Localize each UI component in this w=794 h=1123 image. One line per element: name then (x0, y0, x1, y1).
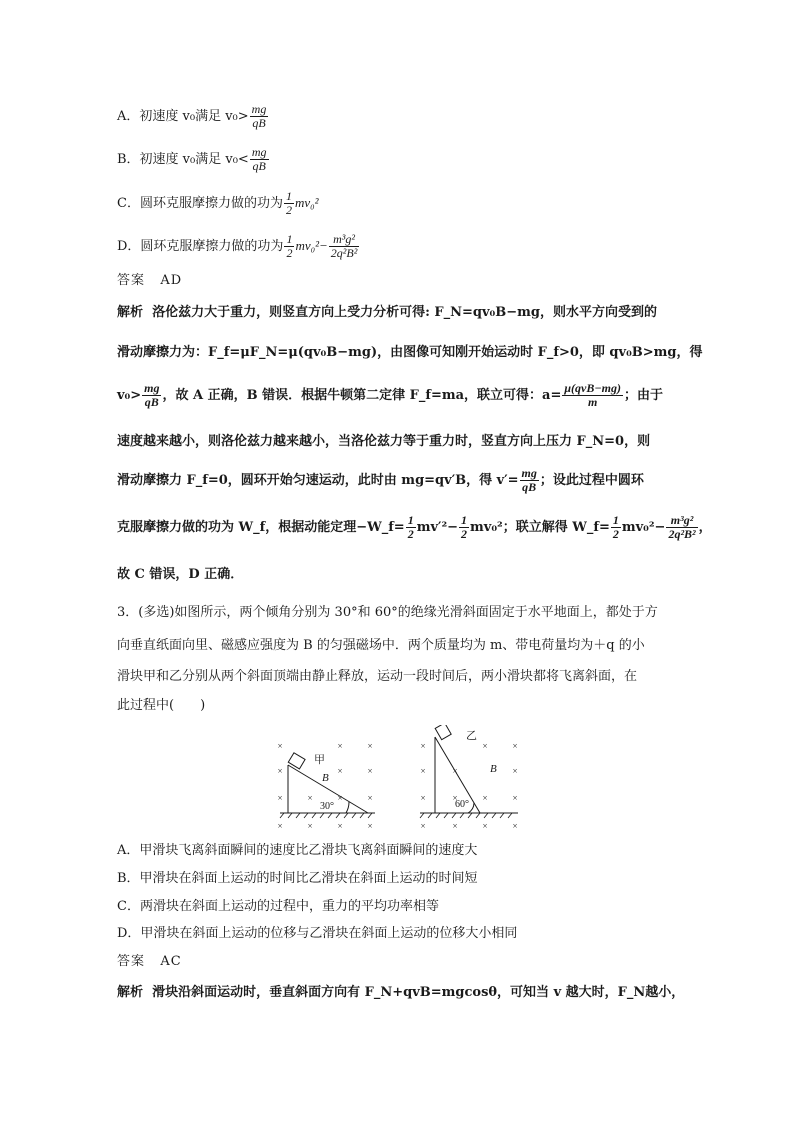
q2-analysis-line-4: 速度越来越小，则洛伦兹力越来越小，当洛伦兹力等于重力时，竖直方向上压力 F_N=0，则 (117, 434, 651, 449)
q3-stem-line-2: 向垂直纸面向里、磁感应强度为 B 的匀强磁场中．两个质量均为 m、带电荷量均为＋q 的小 (117, 638, 645, 653)
fraction: $\frac{mg}{qB}$ (521, 466, 537, 494)
field-cross: × (307, 793, 313, 803)
field-cross: × (452, 793, 458, 803)
answer-label: 答案 (117, 273, 146, 288)
q2-analysis-line-7: 故 C 错误，D 正确． (117, 567, 244, 582)
block-yi (435, 725, 451, 740)
field-cross: × (482, 741, 488, 751)
fraction: $\frac{\text{m³g²}}{\text{2q²B²}}$ (330, 232, 358, 260)
field-cross: × (367, 821, 373, 831)
q2-analysis-line-6: 克服摩擦力做的功为 W_f，根据动能定理−W_f= $\frac{1}{2}$ mv′²− $\frac{1}{2}$ mv₀²；联立解得 W_f= $\frac{1}{2}$ mv₀²− $\frac{\text{m³g²}}{\text{2q²B²}}$ ， (117, 513, 712, 541)
answer-label: 答案 (117, 954, 146, 969)
q3-option-c: C．两滑块在斜面上运动的过程中，重力的平均功率相等 (117, 899, 439, 914)
q2-analysis-line-5: 滑动摩擦力 F_f=0，圆环开始匀速运动，此时由 mg=qv′B，得 v′= $\frac{mg}{qB}$ ；设此过程中圆环 (117, 466, 644, 494)
answer-value: AD (160, 273, 183, 288)
q3-option-d: D．甲滑块在斜面上运动的位移与乙滑块在斜面上运动的位移大小相同 (117, 926, 518, 941)
fraction: $\frac{mg}{qB}$ (251, 102, 267, 130)
field-cross: × (337, 741, 343, 751)
incline-60 (420, 737, 518, 813)
field-cross: × (277, 793, 283, 803)
q3-stem-line-3: 滑块甲和乙分别从两个斜面顶端由静止释放，运动一段时间后，两小滑块都将飞离斜面，在 (117, 669, 638, 684)
q2-analysis-line-2: 滑动摩擦力为：F_f=μF_N=μ(qv₀B−mg)，由图像可知刚开始运动时 F_f>0，即 qv₀B>mg，得 (117, 345, 703, 360)
analysis-label: 解析 (117, 985, 144, 1000)
field-cross: × (420, 793, 426, 803)
field-label-right: B (490, 763, 497, 775)
q3-option-b: B．甲滑块在斜面上运动的时间比乙滑块在斜面上运动的时间短 (117, 871, 478, 886)
q2-option-b-text: B．初速度 v₀满足 v₀< (117, 152, 249, 167)
q3-answer (117, 953, 182, 971)
analysis-label: 解析 (117, 305, 144, 320)
fraction: $\frac{1}{2}$ (286, 232, 293, 260)
fraction: $\frac{\text{m³g²}}{\text{2q²B²}}$ (668, 513, 696, 541)
fraction: $\frac{mg}{qB}$ (251, 145, 267, 173)
answer-value: AC (160, 954, 182, 969)
q2-option-b (117, 146, 270, 173)
q3-analysis-line-1: 解析 滑块沿斜面运动时，垂直斜面方向有 F_N+qvB=mgcosθ，可知当 v 越大时，F_N越小， (117, 985, 685, 1000)
field-cross: × (307, 821, 313, 831)
field-cross: × (420, 821, 426, 831)
field-cross: × (367, 741, 373, 751)
q2-option-d-text: D．圆环克服摩擦力做的功为 (117, 239, 284, 254)
field-cross: × (367, 766, 373, 776)
field-cross: × (277, 741, 283, 751)
q2-option-a (117, 103, 269, 130)
fraction: $\frac{1}{2}$ (407, 513, 414, 541)
fraction: $\frac{1}{2}$ (461, 513, 468, 541)
field-cross: × (420, 766, 426, 776)
field-cross: × (337, 821, 343, 831)
q2-analysis-line-3: v₀> $\frac{mg}{qB}$ ，故 A 正确，B 错误．根据牛顿第二定律 F_f=ma，联立可得：a= $\frac{\text{μ(qvB−mg)}}{m}$ ；由于 (117, 381, 663, 409)
q3-stem-line-1: 3．(多选)如图所示，两个倾角分别为 30°和 60°的绝缘光滑斜面固定于水平地面上，都处于方 (117, 605, 658, 620)
q2-option-c-text: C．圆环克服摩擦力做的功为 (117, 196, 283, 211)
block-jia-label: 甲 (314, 754, 325, 766)
block-yi-label: 乙 (466, 730, 477, 742)
ground-hatch-left (280, 813, 372, 818)
field-cross: × (482, 821, 488, 831)
angle-label-30: 30° (320, 801, 334, 812)
magnetic-field-crosses-left (277, 741, 372, 831)
q3-stem-line-4: 此过程中( ) (117, 698, 206, 713)
fraction: $\frac{1}{2}$ (285, 189, 292, 217)
fraction: $\frac{mg}{qB}$ (144, 381, 160, 409)
fraction: $\frac{\text{μ(qvB−mg)}}{m}$ (564, 381, 621, 409)
field-cross: × (512, 741, 518, 751)
field-cross: × (367, 793, 373, 803)
angle-label-60: 60° (455, 799, 469, 810)
field-cross: × (337, 766, 343, 776)
field-cross: × (452, 766, 458, 776)
ground-hatch-right (420, 813, 512, 818)
field-cross: × (512, 793, 518, 803)
q2-answer (117, 272, 182, 290)
fraction: $\frac{1}{2}$ (612, 513, 619, 541)
field-label-left: B (322, 772, 329, 784)
field-cross: × (420, 741, 426, 751)
field-cross: × (277, 766, 283, 776)
q2-option-a-text: A．初速度 v₀满足 v₀> (117, 109, 249, 124)
field-cross: × (512, 766, 518, 776)
field-cross: × (512, 821, 518, 831)
field-cross: × (482, 793, 488, 803)
q3-figure (270, 725, 530, 835)
q2-option-d: D．圆环克服摩擦力做的功为 $\frac{1}{2}$ mv₀²− $\frac{\text{m³g²}}{\text{2q²B²}}$ (117, 232, 358, 260)
field-cross: × (277, 821, 283, 831)
field-cross: × (337, 793, 343, 803)
q2-option-c: C．圆环克服摩擦力做的功为 $\frac{1}{2}$ mv₀² (117, 189, 319, 217)
field-cross: × (452, 821, 458, 831)
q3-option-a: A．甲滑块飞离斜面瞬间的速度比乙滑块飞离斜面瞬间的速度大 (117, 843, 478, 858)
q2-analysis-line-1: 解析 洛伦兹力大于重力，则竖直方向上受力分析可得: F_N=qv₀B−mg，则水平方向受到的 (117, 305, 657, 320)
